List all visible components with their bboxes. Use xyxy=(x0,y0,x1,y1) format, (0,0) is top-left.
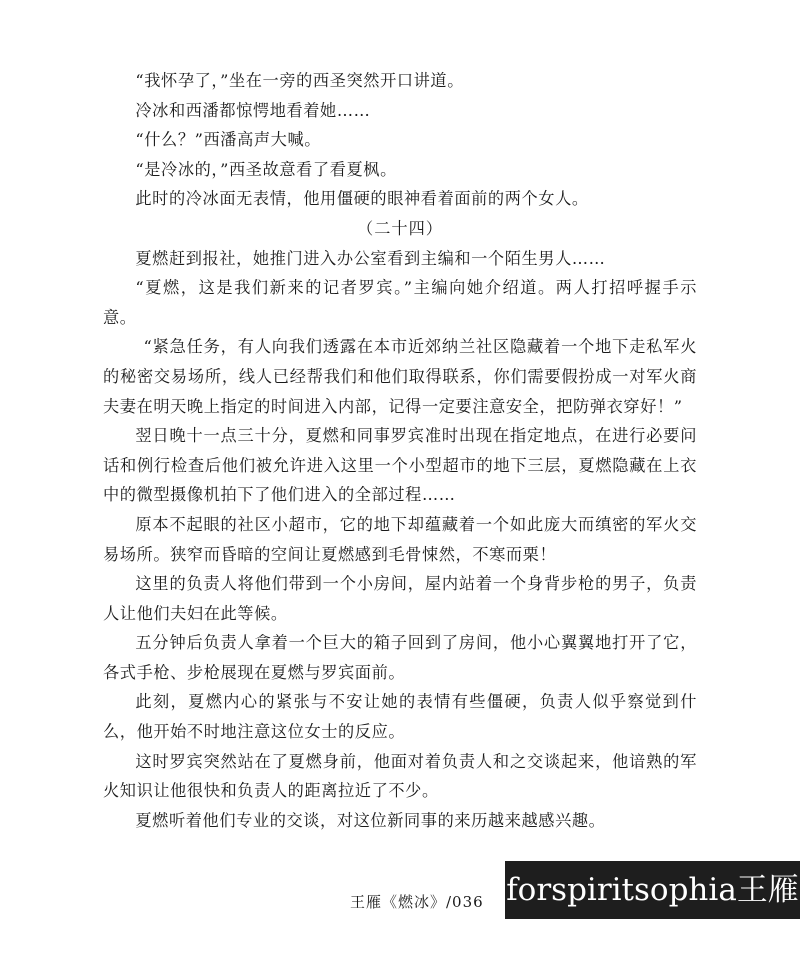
chapter-heading: （二十四） xyxy=(357,218,443,238)
paragraph: 这里的负责人将他们带到一个小房间，屋内站着一个身背步枪的男子，负责人让他们夫妇在此等候。 xyxy=(103,574,697,623)
paragraph: “什么？”西潘高声大喊。 xyxy=(135,130,322,150)
paragraph: “紧急任务，有人向我们透露在本市近郊纳兰社区隐藏着一个地下走私军火的秘密交易场所，线人已经帮我们和他们取得联系，你们需要假扮成一对军火商夫妻在明天晚上指定的时间进入内部，记得一定要注意安全，把防弹衣穿好！” xyxy=(103,337,697,416)
body-text xyxy=(103,66,697,835)
paragraph: 此时的冷冰面无表情，他用僵硬的眼神看着面前的两个女人。 xyxy=(135,189,589,209)
paragraph: “是冷冰的，”西圣故意看了看夏枫。 xyxy=(135,159,397,179)
watermark-badge: forspiritsophia王雁 xyxy=(505,861,800,919)
paragraph: 夏燃听着他们专业的交谈，对这位新同事的来历越来越感兴趣。 xyxy=(135,810,606,830)
paragraph: “我怀孕了，”坐在一旁的西圣突然开口讲道。 xyxy=(135,71,465,90)
page-footer: 王雁《燃冰》/036 xyxy=(350,893,484,911)
paragraph: 夏燃赶到报社，她推门进入办公室看到主编和一个陌生男人…… xyxy=(135,248,606,268)
paragraph: 五分钟后负责人拿着一个巨大的箱子回到了房间，他小心翼翼地打开了它，各式手枪、步枪展现在夏燃与罗宾面前。 xyxy=(103,633,697,682)
paragraph: “夏燃，这是我们新来的记者罗宾。”主编向她介绍道。两人打招呼握手示意。 xyxy=(103,278,697,327)
paragraph: 翌日晚十一点三十分，夏燃和同事罗宾准时出现在指定地点，在进行必要问话和例行检查后他们被允许进入这里一个小型超市的地下三层，夏燃隐藏在上衣中的微型摄像机拍下了他们进入的全部过程…… xyxy=(103,426,697,505)
paragraph: 原本不起眼的社区小超市，它的地下却蕴藏着一个如此庞大而缜密的军火交易场所。狭窄而昏暗的空间让夏燃感到毛骨悚然，不寒而栗！ xyxy=(103,514,697,564)
paragraph: 此刻，夏燃内心的紧张与不安让她的表情有些僵硬，负责人似乎察觉到什么，他开始不时地注意这位女士的反应。 xyxy=(103,692,697,742)
paragraph: 冷冰和西潘都惊愕地看着她…… xyxy=(135,100,371,120)
paragraph: 这时罗宾突然站在了夏燃身前，他面对着负责人和之交谈起来，他谙熟的军火知识让他很快和负责人的距离拉近了不少。 xyxy=(103,751,697,801)
